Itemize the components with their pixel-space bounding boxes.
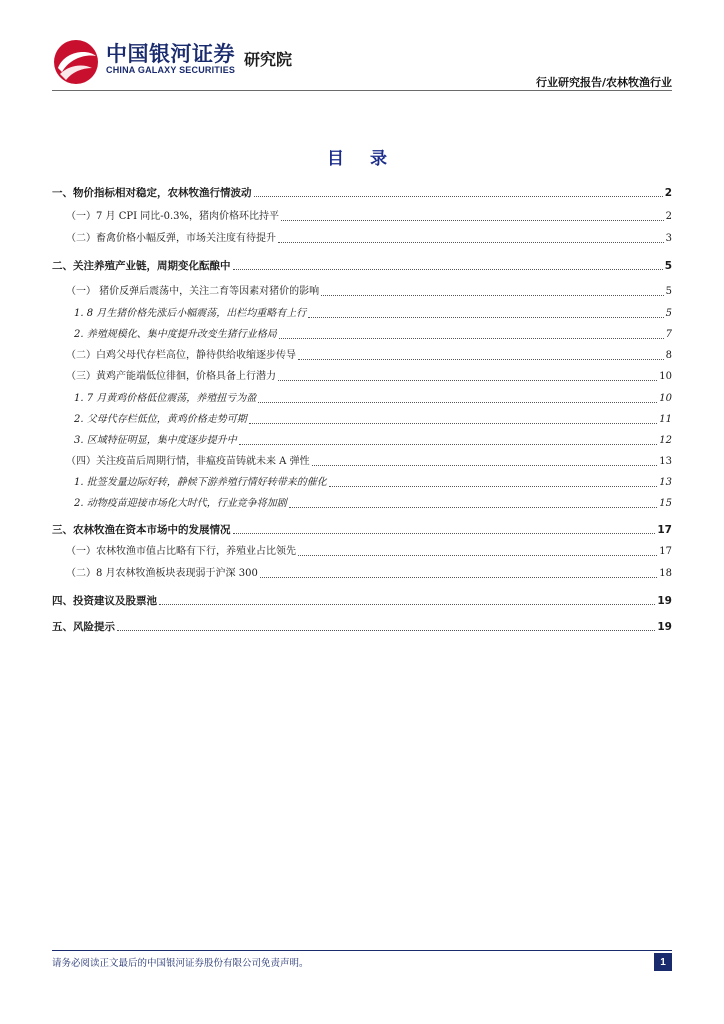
toc-entry-page: 13 [659, 477, 672, 488]
toc-leader-dots [117, 629, 655, 631]
page-number: 1 [654, 953, 672, 971]
toc-entry[interactable] [52, 592, 672, 608]
galaxy-swirl-icon [52, 38, 100, 86]
toc-entry-page: 5 [665, 286, 672, 297]
toc-leader-dots [298, 358, 664, 360]
report-category: 行业研究报告/农林牧渔行业 [535, 76, 672, 89]
toc-entry-title: 2. 动物疫苗迎接市场化大时代，行业竞争将加剧 [74, 498, 287, 509]
toc-leader-dots [233, 268, 663, 270]
logo-chinese-name: 中国银河证券 [106, 42, 235, 66]
toc-entry-page: 10 [659, 371, 672, 382]
toc-entry[interactable] [52, 368, 672, 384]
institute-label: 研究院 [244, 50, 293, 69]
toc-leader-dots [329, 485, 658, 487]
toc-entry-page: 5 [664, 260, 672, 272]
toc-entry[interactable] [52, 618, 672, 634]
toc-entry-page: 12 [659, 435, 672, 446]
toc-entry-page: 5 [665, 308, 672, 319]
toc-leader-dots [281, 219, 664, 221]
toc-entry-title: （二）畜禽价格小幅反弹，市场关注度有待提升 [66, 233, 276, 244]
toc-entry[interactable] [52, 326, 672, 342]
toc-entry[interactable] [52, 390, 672, 406]
toc-entry-page: 8 [665, 350, 672, 361]
toc-entry-title: 1. 批签发量边际好转，静候下游养殖行情好转带来的催化 [74, 477, 327, 488]
footer-divider [52, 950, 672, 951]
toc-entry[interactable] [52, 257, 672, 273]
toc-entry-title: （二）白鸡父母代存栏高位，静待供给收缩逐步传导 [66, 350, 296, 361]
toc-entry-page: 11 [659, 414, 672, 425]
toc-entry[interactable] [52, 283, 672, 299]
toc-entry-title: （一）农林牧渔市值占比略有下行，养殖业占比领先 [66, 546, 296, 557]
toc-leader-dots [278, 241, 664, 243]
toc-leader-dots [254, 195, 663, 197]
toc-entry-page: 2 [665, 211, 672, 222]
toc-entry-title: 五、风险提示 [52, 621, 115, 633]
toc-leader-dots [289, 506, 658, 508]
toc-entry-title: 二、关注养殖产业链，周期变化酝酿中 [52, 260, 231, 272]
toc-entry-page: 2 [664, 187, 672, 199]
toc-entry[interactable] [52, 521, 672, 537]
toc-leader-dots [308, 316, 663, 318]
footer-disclaimer: 请务必阅读正文最后的中国银河证券股份有限公司免责声明。 [52, 958, 309, 969]
toc-entry-page: 15 [659, 498, 672, 509]
toc-entry-page: 17 [657, 524, 672, 536]
toc-entry[interactable] [52, 565, 672, 581]
toc-entry-title: （一） 猪价反弹后震荡中，关注二育等因素对猪价的影响 [66, 286, 320, 297]
toc-entry-title: 一、物价指标相对稳定，农林牧渔行情波动 [52, 187, 252, 199]
toc-entry-title: 2. 父母代存栏低位，黄鸡价格走势可期 [74, 414, 247, 425]
toc-leader-dots [321, 294, 663, 296]
toc-entry-title: 四、投资建议及股票池 [52, 595, 157, 607]
header-divider [52, 90, 672, 91]
page-header [0, 0, 724, 96]
toc-entry-title: （三）黄鸡产能端低位徘徊，价格具备上行潜力 [66, 371, 276, 382]
toc-entry[interactable] [52, 305, 672, 321]
toc-entry[interactable] [52, 495, 672, 511]
toc-entry-title: 1. 8 月生猪价格先涨后小幅震荡，出栏均重略有上行 [74, 308, 307, 319]
toc-entry-title: （二）8 月农林牧渔板块表现弱于沪深 300 [66, 568, 258, 579]
toc-leader-dots [312, 464, 658, 466]
toc-entry-page: 10 [659, 393, 672, 404]
toc-entry[interactable] [52, 474, 672, 490]
toc-leader-dots [298, 554, 657, 556]
toc-leader-dots [278, 379, 657, 381]
toc-entry-title: 3. 区域特征明显，集中度逐步提升中 [74, 435, 237, 446]
toc-entry[interactable] [52, 411, 672, 427]
toc-entry[interactable] [52, 543, 672, 559]
toc-entry-title: 2. 养殖规模化、集中度提升改变生猪行业格局 [74, 329, 277, 340]
toc-leader-dots [258, 401, 657, 403]
toc-entry-page: 17 [659, 546, 672, 557]
toc-title: 目 录 [327, 149, 397, 169]
toc-entry-page: 18 [659, 568, 672, 579]
toc-leader-dots [260, 576, 657, 578]
toc-leader-dots [159, 603, 655, 605]
toc-entry-title: （四）关注疫苗后周期行情，非瘟疫苗铸就未来 A 弹性 [66, 456, 310, 467]
toc-entry[interactable] [52, 453, 672, 469]
toc-entry-page: 19 [657, 621, 672, 633]
toc-leader-dots [249, 422, 658, 424]
toc-entry-page: 13 [659, 456, 672, 467]
toc-leader-dots [239, 443, 658, 445]
toc-entry[interactable] [52, 230, 672, 246]
toc-entry-page: 19 [657, 595, 672, 607]
toc-entry-title: 1. 7 月黄鸡价格低位震荡，养殖扭亏为盈 [74, 393, 257, 404]
toc-entry[interactable] [52, 184, 672, 200]
toc-entry-title: 三、农林牧渔在资本市场中的发展情况 [52, 524, 231, 536]
toc-entry[interactable] [52, 432, 672, 448]
toc-entry-page: 3 [665, 233, 672, 244]
toc-entry-page: 7 [665, 329, 672, 340]
toc-entry[interactable] [52, 347, 672, 363]
toc-leader-dots [233, 532, 656, 534]
toc-leader-dots [279, 337, 664, 339]
toc-entry[interactable] [52, 208, 672, 224]
logo-english-name: CHINA GALAXY SECURITIES [106, 65, 236, 75]
toc-entry-title: （一）7 月 CPI 同比-0.3%，猪肉价格环比持平 [66, 211, 280, 222]
